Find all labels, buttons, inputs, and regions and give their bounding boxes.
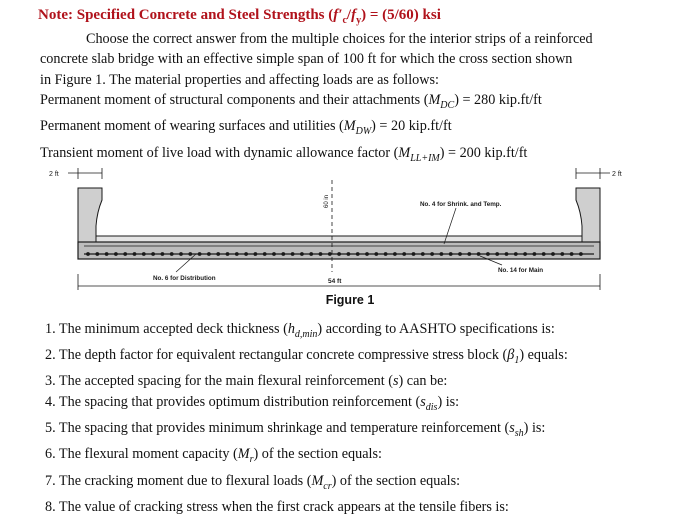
question-text-end: ) of the section equals: (253, 446, 382, 463)
main-bar-label: No. 14 for Main (498, 267, 544, 274)
question-text-end: ) can be: (398, 373, 448, 390)
main-bar (551, 252, 555, 256)
load-llim (40, 143, 664, 169)
load-dw (40, 116, 664, 142)
cross-section-drawing (40, 168, 664, 300)
load-dc-symbol: M (428, 92, 441, 109)
main-bar (151, 252, 155, 256)
load-dc-text: Permanent moment of structural components and their attachments ( (40, 92, 429, 109)
main-bar (198, 252, 202, 256)
main-bar (495, 252, 499, 256)
question-item (45, 444, 568, 470)
main-bar (486, 252, 490, 256)
intro-line-1: Choose the correct answer from the multiple choices for the interior strips of a reinforced (86, 31, 593, 47)
main-bar (188, 252, 192, 256)
main-bar (281, 252, 285, 256)
depth-label: 60 in (324, 194, 330, 208)
main-bar (458, 252, 462, 256)
main-bar (179, 252, 183, 256)
question-symbol-sub: sh (514, 427, 524, 439)
wearing-surface (96, 236, 582, 242)
note-slash: / (346, 7, 352, 23)
main-bar (105, 252, 109, 256)
load-dw-value: ) = 20 kip.ft/ft (371, 118, 452, 135)
main-bar (347, 252, 351, 256)
question-symbol-sub: 1 (514, 355, 520, 367)
question-text-end: ) is: (437, 393, 460, 410)
question-item (45, 319, 568, 345)
question-text: 8. The value of cracking stress when the first crack appears at the tensile fibers is: (45, 498, 509, 515)
main-bar (514, 252, 518, 256)
question-symbol: s (509, 420, 515, 437)
note-suffix: ) = (5/60) ksi (361, 7, 441, 23)
distribution-label: No. 6 for Distribution (153, 275, 216, 282)
question-symbol: s (420, 393, 426, 410)
main-bar (216, 252, 220, 256)
right-parapet (576, 188, 600, 242)
main-bar (226, 252, 230, 256)
question-item (45, 471, 568, 497)
main-bar (337, 252, 341, 256)
main-bar (244, 252, 248, 256)
question-item (45, 345, 568, 371)
main-bar (402, 252, 406, 256)
slab (78, 242, 600, 259)
load-llim-text: Transient moment of live load with dynamic allowance factor ( (40, 144, 399, 161)
main-bar (300, 252, 304, 256)
load-dc-value: ) = 280 kip.ft/ft (454, 92, 542, 109)
note-prefix: Note: Specified Concrete and Steel Strengths ( (38, 7, 334, 23)
note-fy-symbol: f (351, 7, 357, 23)
question-list (45, 319, 568, 517)
main-bar (291, 252, 295, 256)
question-symbol: M (237, 446, 250, 463)
question-text: 5. The spacing that provides minimum shrinkage and temperature reinforcement ( (45, 420, 510, 437)
main-bar (133, 252, 137, 256)
right-width-label: 2 ft (612, 171, 622, 178)
main-bar (421, 252, 425, 256)
question-text: 6. The flexural moment capacity ( (45, 446, 238, 463)
main-bar (272, 252, 276, 256)
note-fy-sub: y (356, 15, 362, 26)
load-dc (40, 90, 664, 116)
main-bar (161, 252, 165, 256)
shrink-temp-label: No. 4 for Shrink. and Temp. (420, 201, 502, 208)
question-symbol: h (287, 321, 295, 337)
question-text: 7. The cracking moment due to flexural loads ( (45, 472, 312, 489)
load-dw-text: Permanent moment of wearing surfaces and utilities ( (40, 118, 344, 135)
question-item (45, 418, 568, 444)
main-bar (523, 252, 527, 256)
question-symbol-sub: d,min (294, 328, 318, 340)
left-parapet (78, 188, 102, 242)
main-bar (319, 252, 323, 256)
load-llim-symbol: M (398, 144, 411, 161)
main-bar (328, 252, 332, 256)
main-bar (142, 252, 146, 256)
question-symbol-sub: r (249, 454, 254, 466)
span-label: 54 ft (328, 278, 342, 285)
figure-caption: Figure 1 (325, 293, 375, 307)
main-bar (95, 252, 99, 256)
intro-paragraph (40, 29, 664, 169)
note-fc-symbol: f′ (333, 7, 343, 23)
main-bar (114, 252, 118, 256)
main-bar (374, 252, 378, 256)
main-bar (365, 252, 369, 256)
intro-line-2: concrete slab bridge with an effective simple span of 100 ft for which the cross section shown (40, 51, 573, 68)
load-llim-value: ) = 200 kip.ft/ft (439, 144, 528, 161)
question-symbol: s (392, 373, 399, 390)
main-bar (263, 252, 267, 256)
main-bar (309, 252, 313, 256)
main-bar (570, 252, 574, 256)
load-dc-sub: DC (440, 100, 455, 112)
question-text-end: ) is: (523, 420, 546, 437)
load-llim-sub: LL+IM (410, 152, 440, 164)
main-bar (412, 252, 416, 256)
question-item (45, 392, 568, 418)
question-text: 1. The minimum accepted deck thickness ( (45, 321, 288, 337)
question-text: 4. The spacing that provides optimum distribution reinforcement ( (45, 393, 421, 410)
question-text-end: ) of the section equals: (331, 472, 461, 489)
main-bar (123, 252, 127, 256)
question-symbol-sub: dis (425, 401, 438, 413)
main-bar (560, 252, 564, 256)
left-width-label: 2 ft (49, 171, 59, 178)
main-bar (449, 252, 453, 256)
main-bar (170, 252, 174, 256)
question-symbol-sub: cr (323, 480, 332, 492)
figure-1-cross-section (40, 168, 664, 300)
question-text-end: ) according to AASHTO specifications is: (317, 321, 555, 337)
main-bar (207, 252, 211, 256)
main-bar (384, 252, 388, 256)
main-bar (393, 252, 397, 256)
load-dw-sub: DW (355, 126, 372, 138)
intro-line-3: in Figure 1. The material properties and affecting loads are as follows: (40, 71, 439, 88)
question-symbol: M (311, 472, 324, 489)
question-item (45, 371, 568, 391)
question-text-end: ) equals: (519, 347, 568, 364)
load-dw-symbol: M (343, 118, 356, 135)
main-bar (542, 252, 546, 256)
note-fc-sub: c (342, 15, 347, 26)
main-bar (579, 252, 583, 256)
question-symbol: β (507, 347, 515, 364)
main-bar (235, 252, 239, 256)
main-bar (477, 252, 481, 256)
main-bar (505, 252, 509, 256)
main-bar (430, 252, 434, 256)
main-bar (356, 252, 360, 256)
main-bar (86, 252, 90, 256)
question-item (45, 497, 568, 517)
main-bar (254, 252, 258, 256)
main-bar (440, 252, 444, 256)
main-bar (467, 252, 471, 256)
main-bar (533, 252, 537, 256)
question-text: 3. The accepted spacing for the main flexural reinforcement ( (45, 373, 393, 390)
question-text: 2. The depth factor for equivalent rectangular concrete compressive stress block ( (45, 347, 508, 364)
note-line (38, 7, 441, 26)
